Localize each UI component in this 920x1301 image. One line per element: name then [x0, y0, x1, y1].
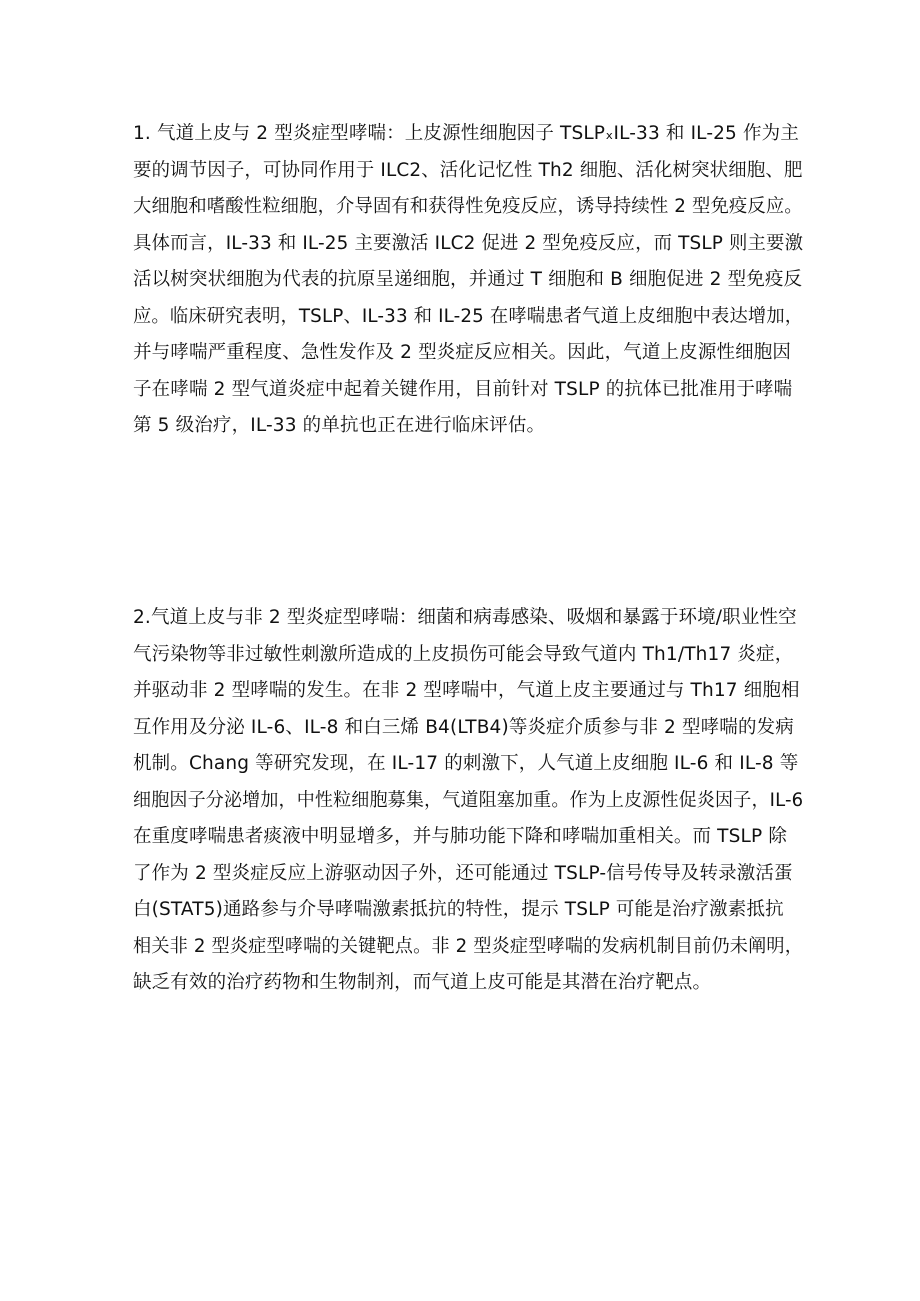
text-line: 了作为 2 型炎症反应上游驱动因子外，还可能通过 TSLP-信号传导及转录激活蛋: [133, 862, 793, 884]
text-line: 第 5 级治疗，IL-33 的单抗也正在进行临床评估。: [133, 415, 546, 436]
text-line: 2.气道上皮与非 2 型炎症型哮喘：细菌和病毒感染、吸烟和暴露于环境/职业性空: [133, 607, 797, 628]
paragraph-non-type2-asthma: [133, 600, 803, 1002]
text-line: 在重度哮喘患者痰液中明显增多，并与肺功能下降和哮喘加重相关。而 TSLP 除: [133, 826, 787, 847]
text-line: 并驱动非 2 型哮喘的发生。在非 2 型哮喘中，气道上皮主要通过与 Th17 细胞相: [133, 680, 800, 701]
text-line: 应。临床研究表明，TSLP、IL-33 和 IL-25 在哮喘患者气道上皮细胞中表达增加，: [133, 305, 804, 327]
text-line: 活以树突状细胞为代表的抗原呈递细胞，并通过 T 细胞和 B 细胞促进 2 型免疫反: [133, 269, 803, 290]
text-line: 相关非 2 型炎症型哮喘的关键靶点。非 2 型炎症型哮喘的发病机制目前仍未阐明，: [133, 935, 804, 957]
text-line: 要的调节因子，可协同作用于 ILC2、活化记忆性 Th2 细胞、活化树突状细胞、肥: [133, 159, 803, 181]
text-line: 具体而言，IL-33 和 IL-25 主要激活 ILC2 促进 2 型免疫反应，而 TSLP 则主要激: [133, 232, 804, 254]
text-line: 互作用及分泌 IL-6、IL-8 和白三烯 B4(LTB4)等炎症介质参与非 2 型哮喘的发病: [133, 716, 794, 738]
text-line: 白(STAT5)通路参与介导哮喘激素抵抗的特性，提示 TSLP 可能是治疗激素抵抗: [133, 899, 784, 920]
text-line: 气污染物等非过敏性刺激所造成的上皮损伤可能会导致气道内 Th1/Th17 炎症，: [133, 643, 794, 665]
text-line: 缺乏有效的治疗药物和生物制剂，而气道上皮可能是其潜在治疗靶点。: [133, 972, 712, 993]
text-line: 机制。Chang 等研究发现，在 IL-17 的刺激下，人气道上皮细胞 IL-6 和 IL-8 等: [133, 753, 799, 774]
text-line: 细胞因子分泌增加，中性粒细胞募集，气道阻塞加重。作为上皮源性促炎因子，IL-6: [133, 789, 804, 811]
text-line: 子在哮喘 2 型气道炎症中起着关键作用，目前针对 TSLP 的抗体已批准用于哮喘: [133, 378, 793, 400]
text-line: 并与哮喘严重程度、急性发作及 2 型炎症反应相关。因此，气道上皮源性细胞因: [133, 342, 792, 363]
paragraph-type2-asthma: [133, 116, 803, 445]
text-line: 1. 气道上皮与 2 型炎症型哮喘：上皮源性细胞因子 TSLPₓIL-33 和 IL-25 作为主: [133, 123, 799, 144]
text-line: 大细胞和嗜酸性粒细胞，介导固有和获得性免疫反应，诱导持续性 2 型免疫反应。: [133, 196, 803, 217]
